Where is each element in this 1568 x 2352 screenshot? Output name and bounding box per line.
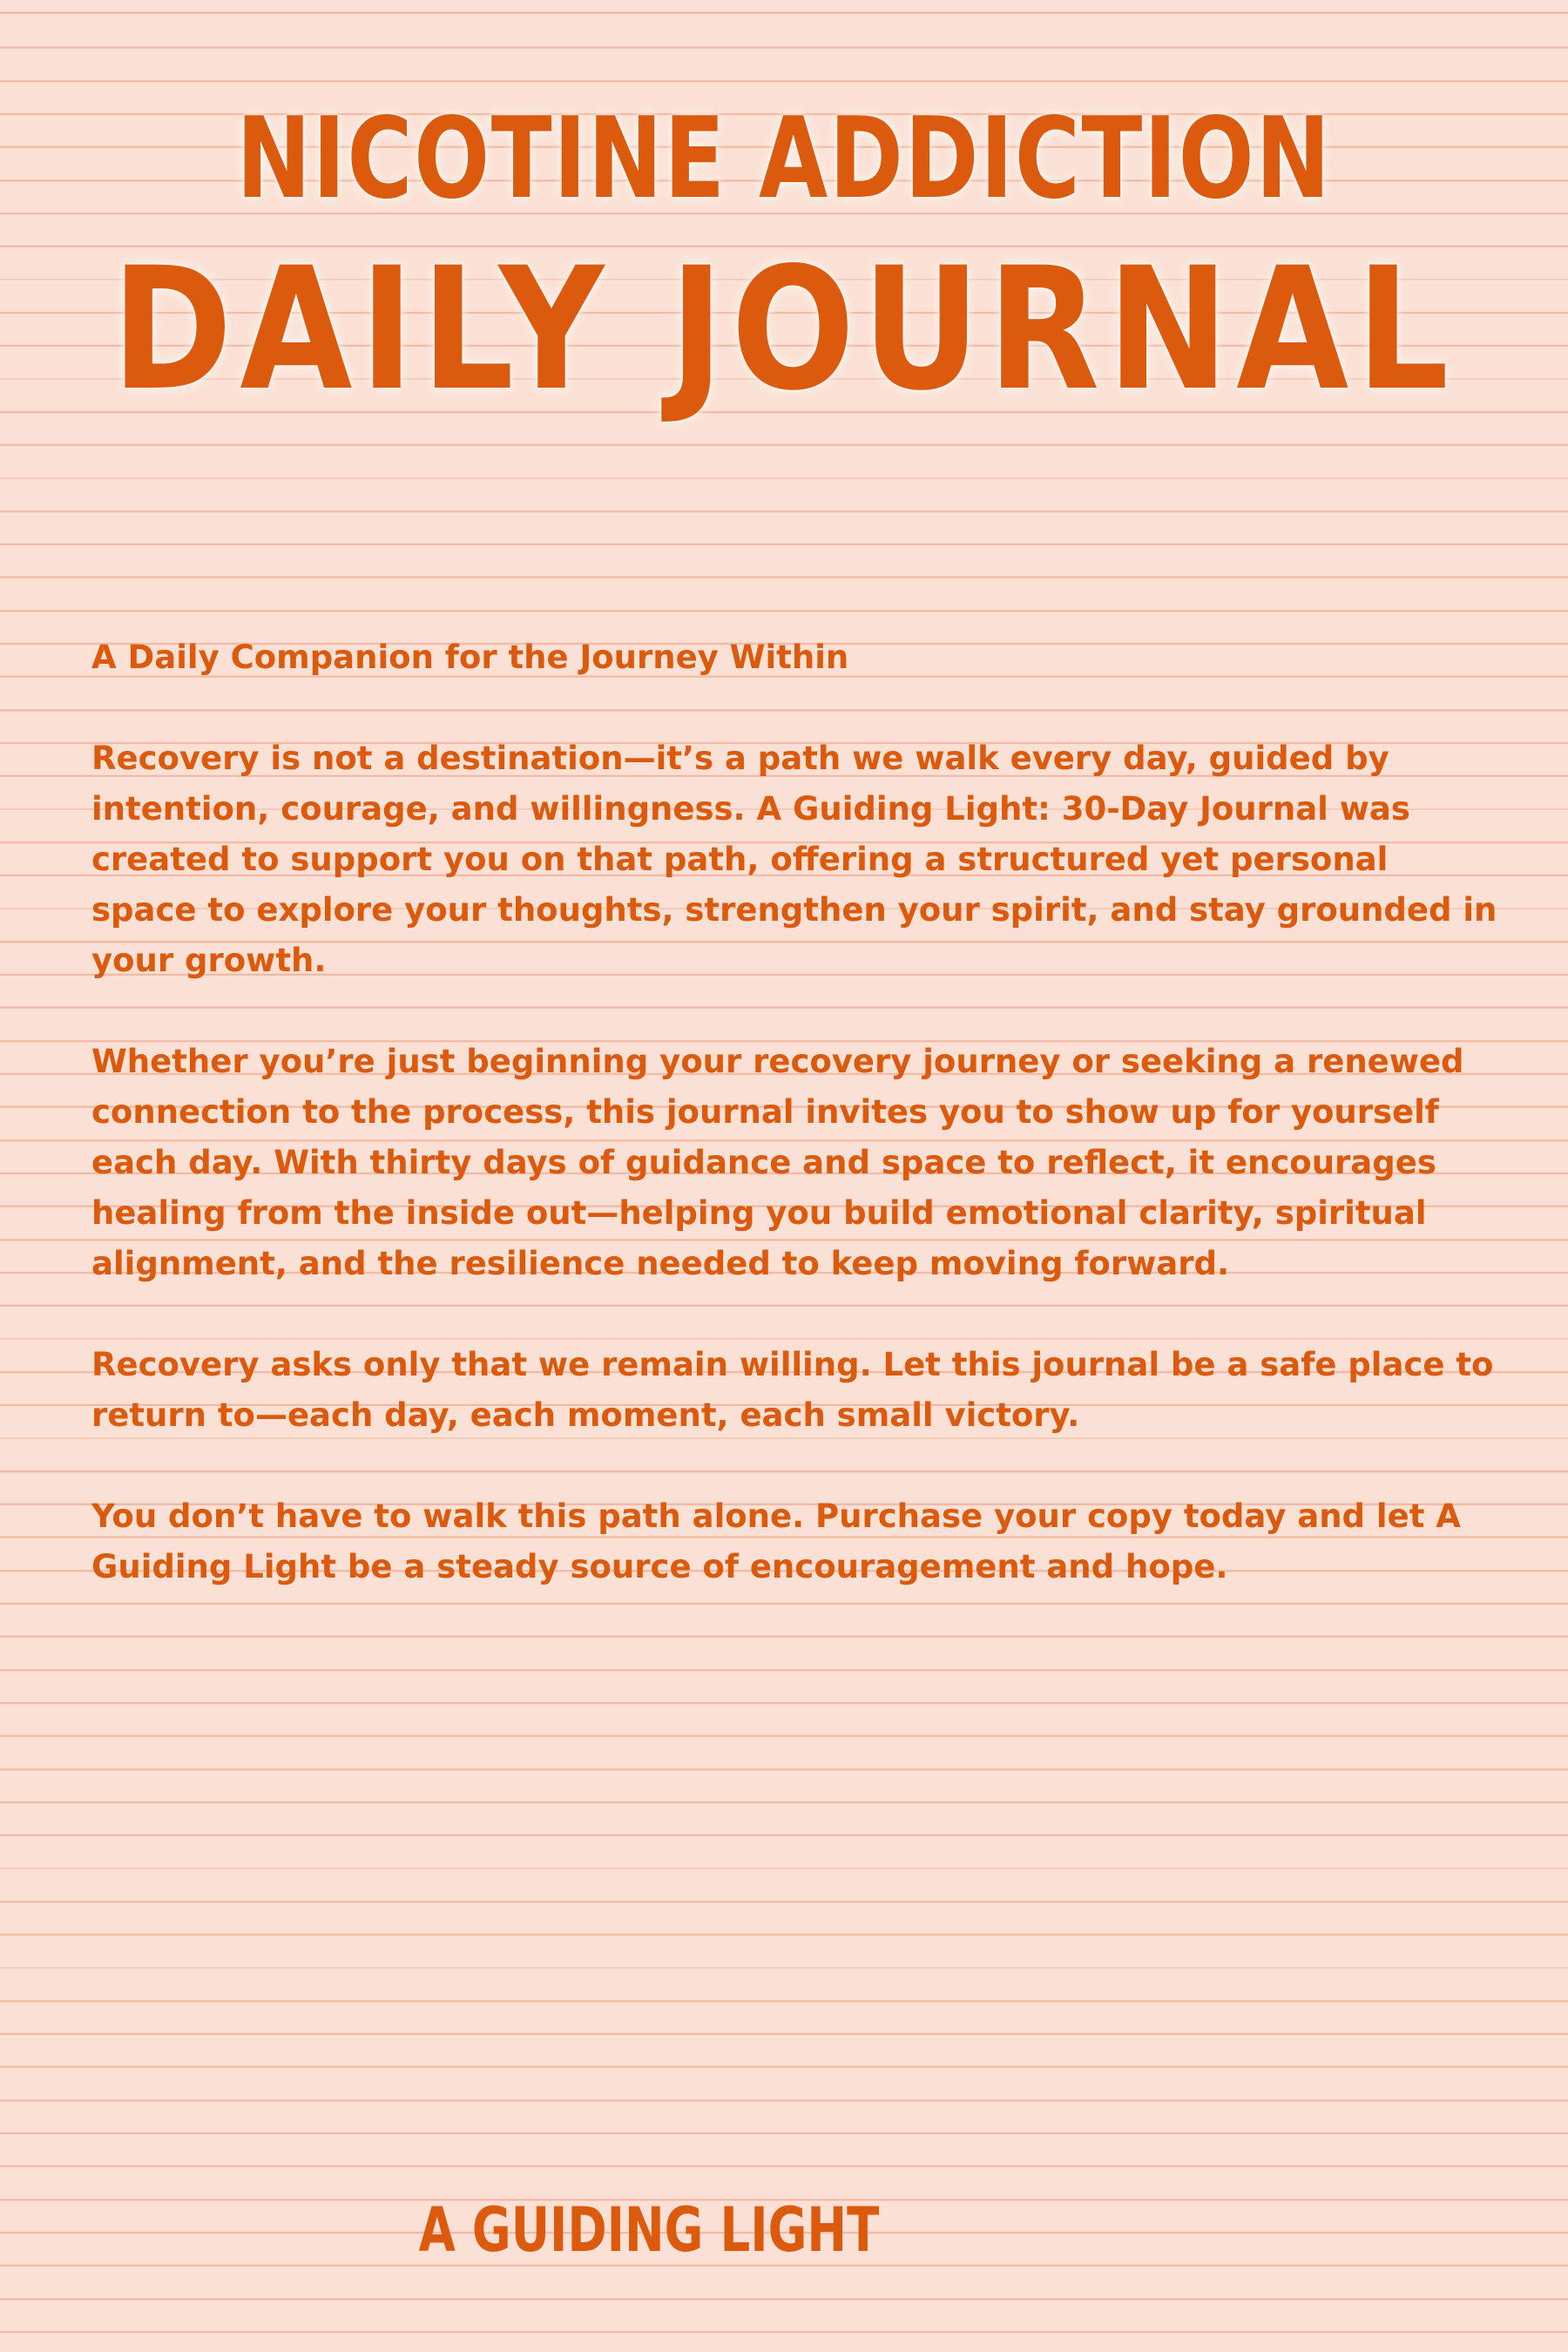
paragraph-4: You don’t have to walk this path alone. Purchase your copy today and let A Guiding Light be a steady source of encouragement and hope. — [91, 1497, 1461, 1585]
description-block — [91, 632, 1503, 1592]
brand-logo-text: A GUIDING LIGHT — [418, 2194, 880, 2266]
title-line-2: DAILY JOURNAL — [112, 231, 1456, 428]
paragraph-1: Recovery is not a destination—it’s a path we walk every day, guided by intention, courage, and willingness. A Guiding Light: 30-Day Journal was created to support you on that path, offering a structured yet personal space to explore your thoughts, strengthen your spirit, and stay grounded in your growth. — [91, 740, 1497, 979]
paragraph-2: Whether you’re just beginning your recovery journey or seeking a renewed connection to the process, this journal invites you to show up for yourself each day. With thirty days of guidance and space to reflect, it encourages healing from the inside out—helping you build emotional clarity, spiritual alignment, and the resilience needed to keep moving forward. — [91, 1043, 1464, 1282]
paragraph-3: Recovery asks only that we remain willing. Let this journal be a safe place to return to—each day, each moment, each small victory. — [91, 1346, 1494, 1434]
title-line-1: NICOTINE ADDICTION — [236, 94, 1332, 224]
subtitle: A Daily Companion for the Journey Within — [91, 639, 849, 676]
